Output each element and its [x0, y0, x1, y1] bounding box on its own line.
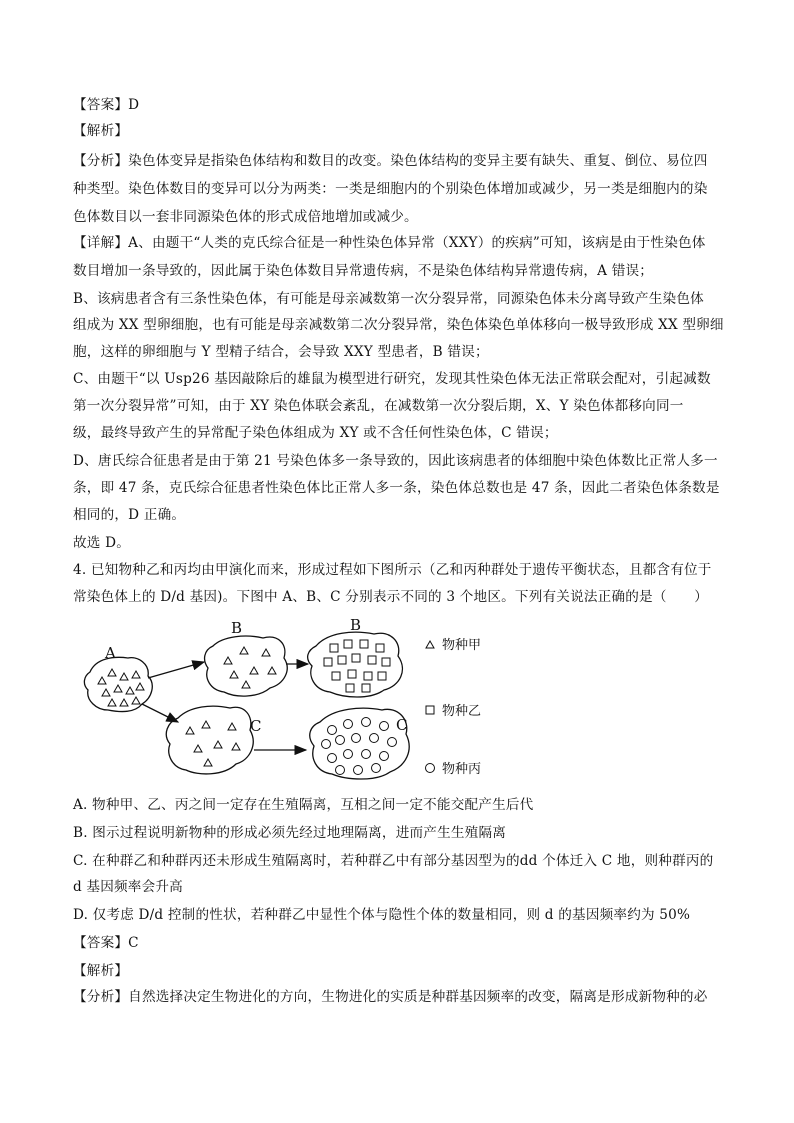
q3-analysis-heading: 【解析】 [73, 123, 129, 139]
region-b-first [205, 636, 288, 696]
q3-fenxi-line: 种类型。染色体数目的变异可以分为两类：一类是细胞内的个别染色体增加或减少，另一类是细胞内的染 [73, 181, 708, 197]
q3-fenxi-line: 色体数目以一套非同源染色体的形式成倍地增加或减少。 [73, 209, 418, 225]
region-b-second [308, 632, 403, 697]
legend-species-bing: 物种丙 [442, 762, 482, 777]
q4-analysis-heading: 【解析】 [73, 963, 129, 979]
legend-species-yi: 物种乙 [442, 704, 482, 719]
q3-xiangjie-line: 第一次分裂异常”可知，由于 XY 染色体联会紊乱，在减数第一次分裂后期，X、Y 染色体都移向同一 [73, 398, 684, 414]
q3-answer: 【答案】D [73, 97, 140, 113]
speciation-diagram [78, 614, 508, 790]
q3-xiangjie-line: 相同的，D 正确。 [73, 507, 186, 523]
region-c-second [310, 708, 409, 779]
q3-xiangjie-line: D、唐氏综合征患者是由于第 21 号染色体多一条导致的，因此该病患者的体细胞中染色体数比正常人多一 [73, 453, 718, 469]
q3-xiangjie-line: 条，即 47 条，克氏综合征患者性染色体比正常人多一条，染色体总数也是 47 条，因此二者染色体条数是 [73, 480, 720, 496]
region-a-outline [84, 657, 152, 711]
q4-option-a: A. 物种甲、乙、丙之间一定存在生殖隔离，互相之间一定不能交配产生后代 [73, 797, 534, 813]
region-b-label: B [231, 619, 243, 637]
q3-xiangjie-line: 数目增加一条导致的，因此属于染色体数目异常遗传病，不是染色体结构异常遗传病，A 错误； [73, 263, 654, 279]
q3-fenxi-line: 【分析】染色体变异是指染色体结构和数目的改变。染色体结构的变异主要有缺失、重复、倒位、易位四 [73, 153, 708, 169]
q4-fenxi-line: 【分析】自然选择决定生物进化的方向，生物进化的实质是种群基因频率的改变，隔离是形成新物种的必 [73, 989, 708, 1005]
q4-option-c-cont: d 基因频率会升高 [73, 879, 183, 895]
q4-answer: 【答案】C [73, 935, 139, 951]
q4-stem-line: 常染色体上的 D/d 基因)。下图中 A、B、C 分别表示不同的 3 个地区。下列有关说法正确的是（ ） [73, 589, 709, 605]
q4-stem-line: 4. 已知物种乙和丙均由甲演化而来，形成过程如下图所示（乙和丙种群处于遗传平衡状态，且都含有位于 [73, 562, 712, 578]
region-c-label: C [250, 717, 262, 735]
q4-option-d: D. 仅考虑 D/d 控制的性状，若种群乙中显性个体与隐性个体的数量相同，则 d 的基因频率约为 50% [73, 907, 691, 923]
q3-xiangjie-line: 组成为 XX 型卵细胞，也有可能是母亲减数第二次分裂异常，染色体染色单体移向一极导致形成 XX 型卵细 [73, 317, 724, 333]
region-b2-label: B [350, 616, 362, 634]
q3-xiangjie-line: 【详解】A、由题干“人类的克氏综合征是一种性染色体异常（XXY）的疾病”可知，该病是由于性染色体 [73, 235, 706, 251]
q3-xiangjie-line: 级，最终导致产生的异常配子染色体组成为 XY 或不含任何性染色体，C 错误； [73, 425, 558, 441]
region-a-triangles [98, 669, 144, 706]
q3-xiangjie-line: C、由题干“以 Usp26 基因敲除后的雄鼠为模型进行研究，发现其性染色体无法正常联会配对，引起减数 [73, 371, 711, 387]
region-c-first [166, 706, 253, 774]
q4-option-c: C. 在种群乙和种群丙还未形成生殖隔离时，若种群乙中有部分基因型为的dd 个体迁入 C 地，则种群丙的 [73, 853, 714, 869]
q3-xiangjie-line: B、该病患者含有三条性染色体，有可能是母亲减数第一次分裂异常，同源染色体未分离导致产生染色体 [73, 291, 704, 307]
triangle-icon [426, 641, 434, 648]
q4-option-b: B. 图示过程说明新物种的形成必须先经过地理隔离，进而产生生殖隔离 [73, 825, 507, 841]
region-a [84, 657, 152, 711]
legend [426, 637, 482, 777]
circle-icon [426, 764, 435, 773]
q3-xiangjie-line: 胞，这样的卵细胞与 Y 型精子结合，会导致 XXY 型患者，B 错误； [73, 344, 489, 360]
square-icon [426, 706, 434, 714]
q3-conclusion: 故选 D。 [73, 535, 131, 551]
region-a-label: A [105, 644, 116, 662]
arrow-a-to-c [142, 704, 178, 722]
arrow-a-to-b [148, 662, 204, 678]
legend-species-jia: 物种甲 [442, 638, 482, 653]
region-c2-label: C [396, 716, 408, 734]
